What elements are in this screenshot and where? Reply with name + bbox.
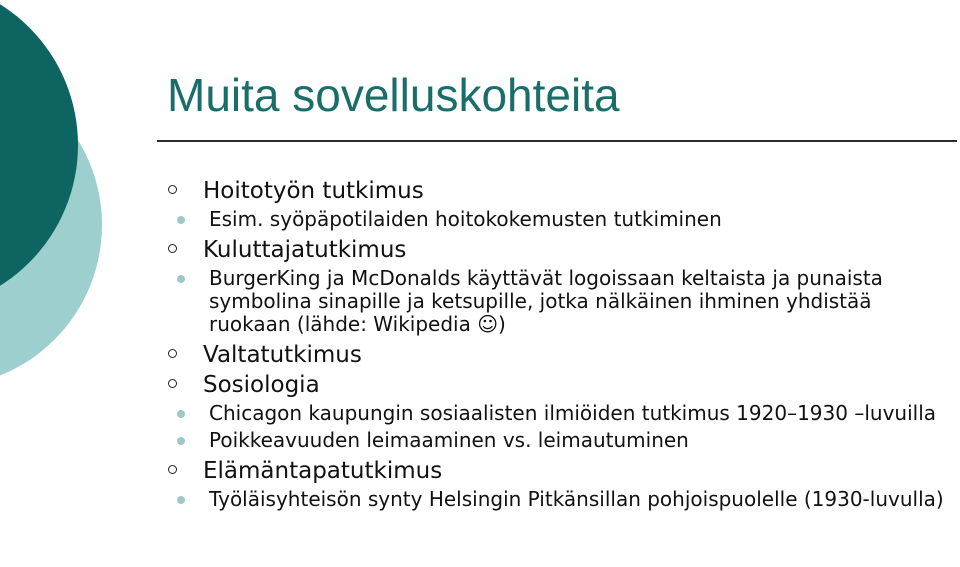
bullet-text: Sosiologia	[203, 372, 320, 398]
dot-bullet-icon	[177, 216, 185, 224]
hollow-circle-bullet-icon	[168, 465, 177, 474]
bullet-text: Elämäntapatutkimus	[203, 458, 443, 484]
hollow-circle-bullet-icon	[168, 185, 177, 194]
dot-bullet-icon	[177, 275, 185, 283]
dot-bullet-icon	[177, 496, 185, 504]
bullet-item	[165, 370, 955, 400]
bullet-text: Kuluttajatutkimus	[203, 237, 407, 263]
bullet-text: Hoitotyön tutkimus	[203, 178, 424, 204]
title-divider	[157, 140, 957, 142]
dot-bullet-icon	[177, 410, 185, 418]
hollow-circle-bullet-icon	[168, 244, 177, 253]
sub-bullet-item	[127, 429, 955, 452]
bullet-text: Valtatutkimus	[203, 342, 362, 368]
bullet-item	[165, 340, 955, 370]
sub-bullet-text: Poikkeavuuden leimaaminen vs. leimautuminen	[209, 428, 689, 452]
sub-bullet-text: Työläisyhteisön synty Helsingin Pitkänsillan pohjoispuolelle (1930-luvulla)	[209, 487, 944, 511]
bullet-item	[165, 235, 955, 265]
hollow-circle-bullet-icon	[168, 349, 177, 358]
slide-content	[165, 176, 955, 511]
slide-title: Muita sovelluskohteita	[167, 69, 620, 121]
sub-bullet-item	[127, 402, 955, 425]
sub-bullet-item	[127, 267, 955, 336]
bullet-item	[165, 176, 955, 206]
sub-bullet-text: Chicagon kaupungin sosiaalisten ilmiöiden tutkimus 1920–1930 –luvuilla	[209, 401, 937, 425]
sub-bullet-text: Esim. syöpäpotilaiden hoitokokemusten tutkiminen	[209, 207, 722, 231]
bullet-item	[165, 456, 955, 486]
sub-bullet-item	[127, 208, 955, 231]
dot-bullet-icon	[177, 437, 185, 445]
sub-bullet-text: BurgerKing ja McDonalds käyttävät logoissaan keltaista ja punaista symbolina sinapille ja ketsupille, jotka nälkäinen ihminen yhdistää ruokaan (lähde: Wikipedia ☺)	[209, 266, 883, 336]
sub-bullet-item	[127, 488, 955, 511]
hollow-circle-bullet-icon	[168, 379, 177, 388]
bullet-list	[165, 176, 955, 511]
